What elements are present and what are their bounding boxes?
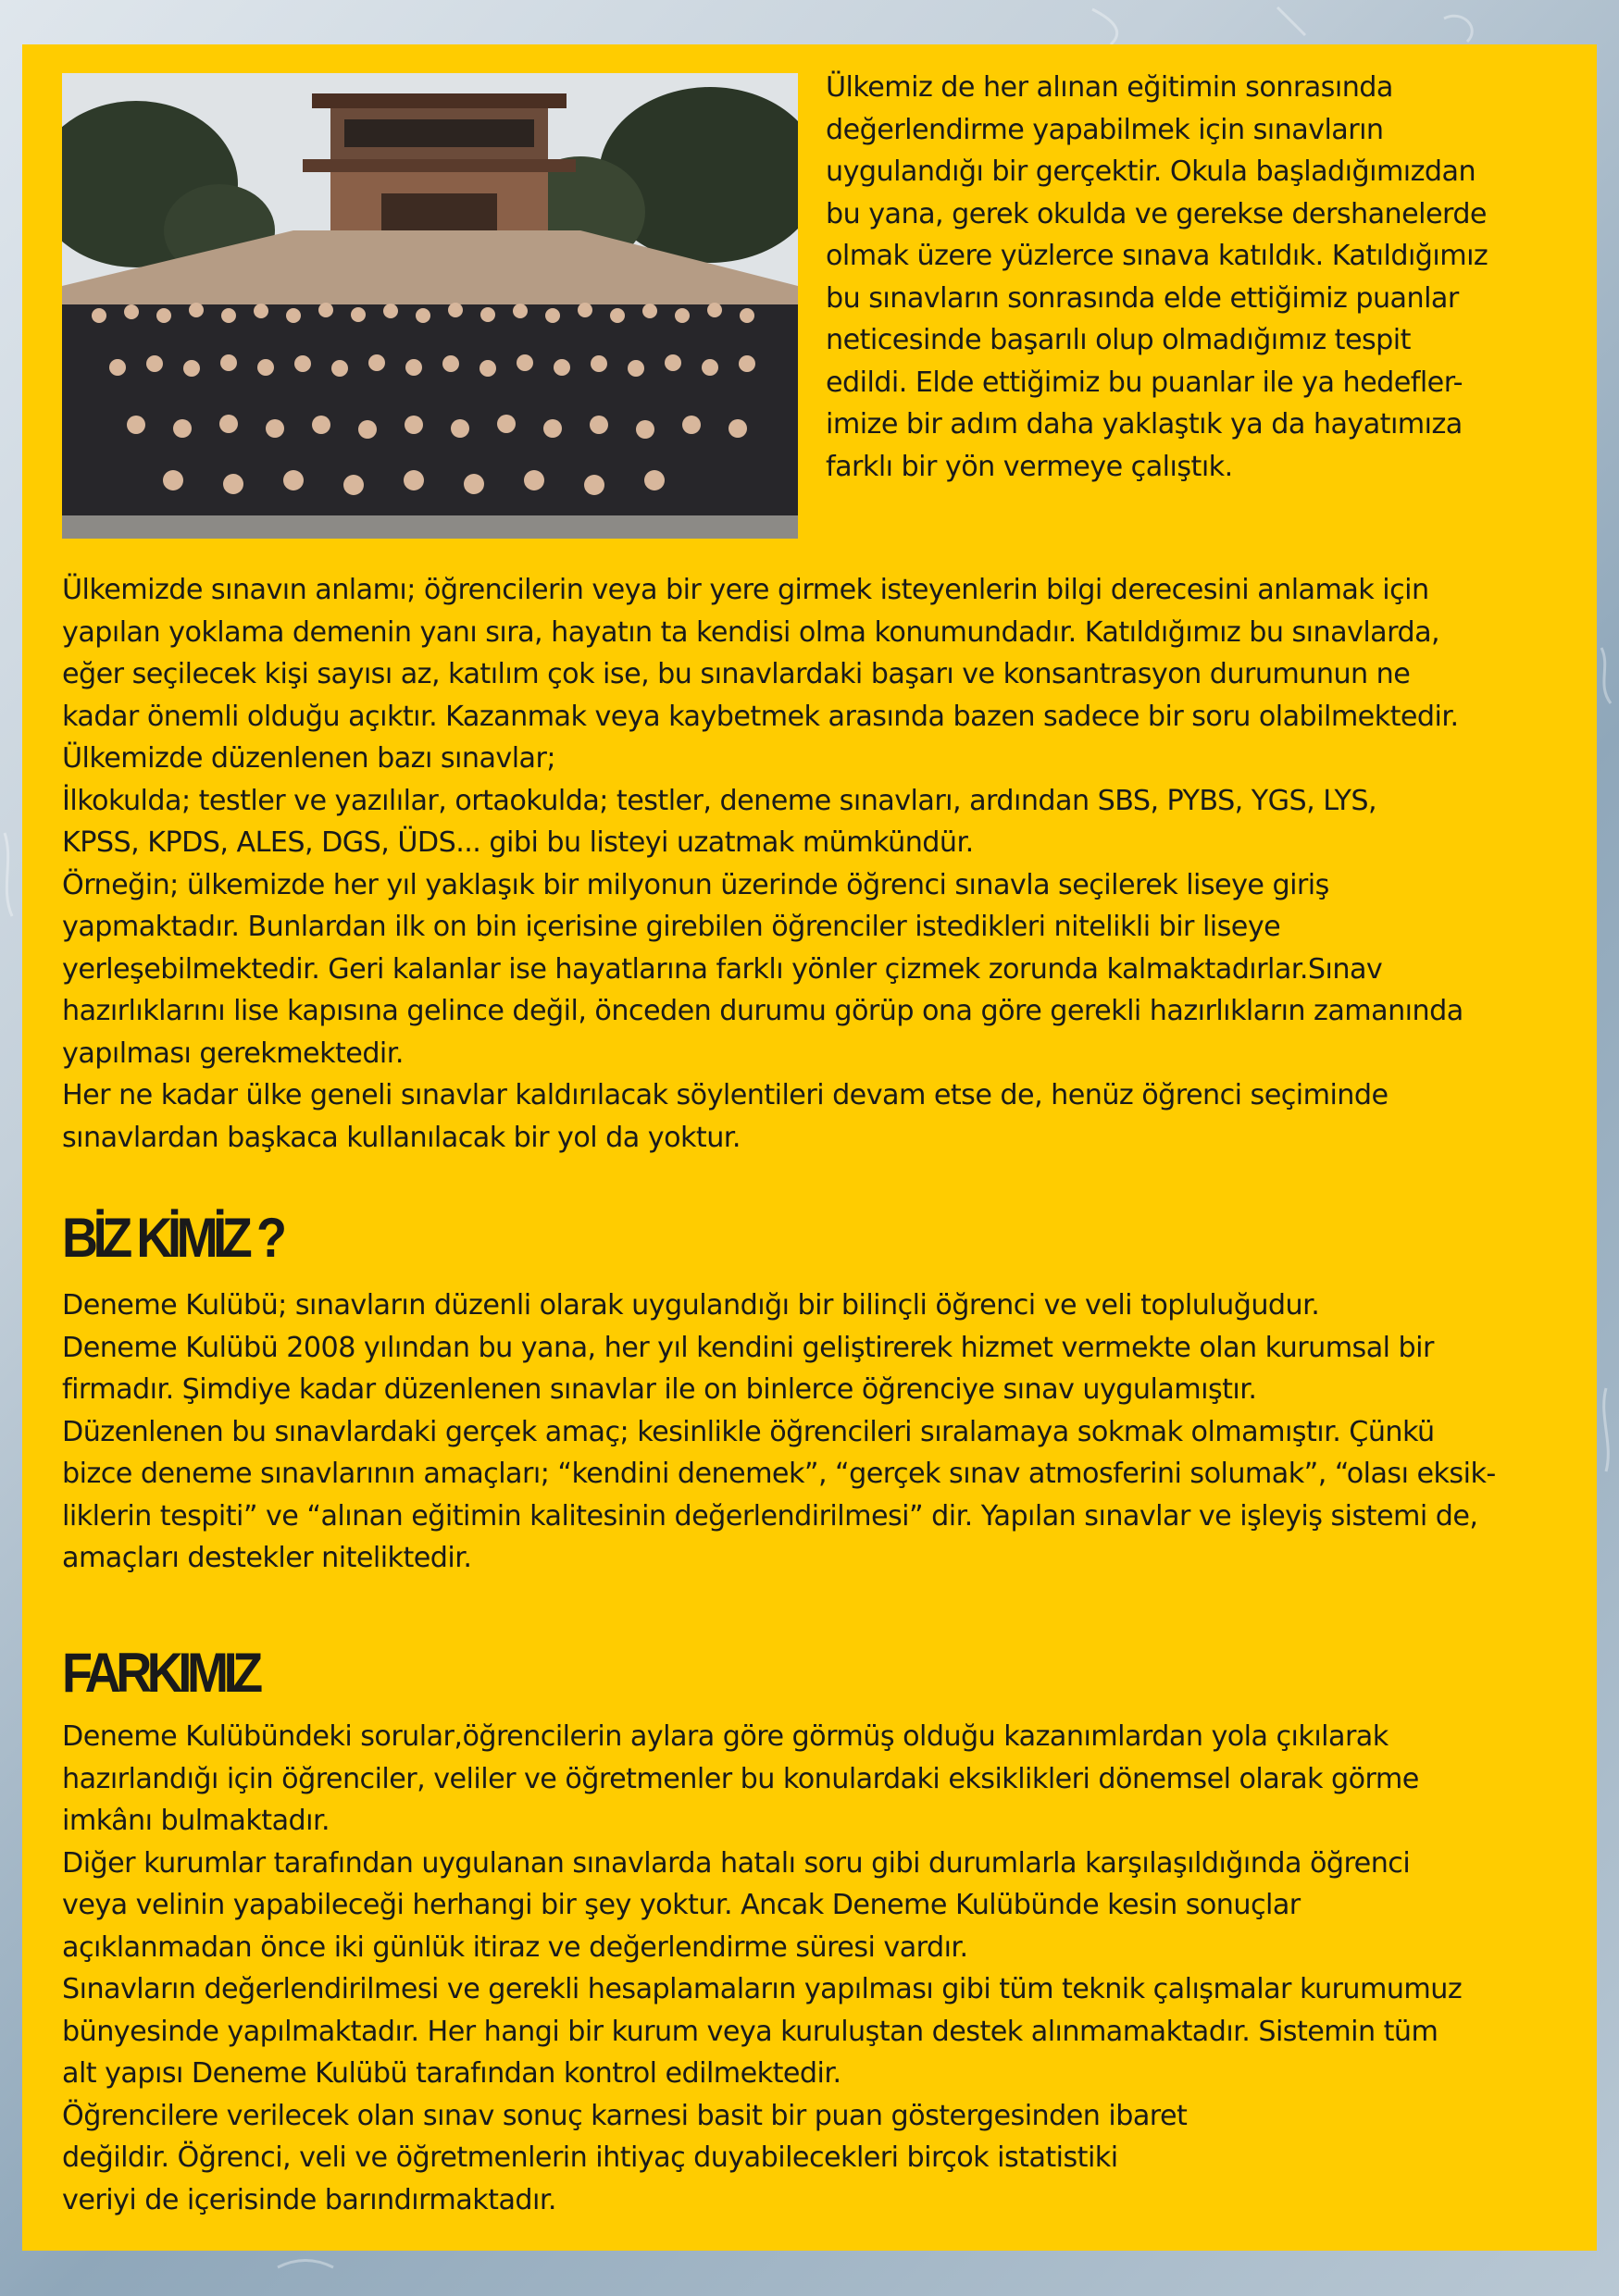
body-line: alt yapısı Deneme Kulübü tarafından kontrol edilmektedir. [62, 2057, 841, 2090]
body-line: değildir. Öğrenci, veli ve öğretmenlerin ihtiyaç duyabilecekleri birçok istatistiki [62, 2141, 1118, 2174]
body-line: hazırlıklarını lise kapısına gelince değil, önceden durumu görüp ona göre gerekli hazırlıkların zamanında [62, 995, 1463, 1027]
body-line: Öğrencilere verilecek olan sınav sonuç karnesi basit bir puan göstergesinden ibaret [62, 2099, 1188, 2132]
body-line: Sınavların değerlendirilmesi ve gerekli hesaplamaların yapılması gibi tüm teknik çalışmalar kurumumuz [62, 1973, 1463, 2005]
body-line: Diğer kurumlar tarafından uygulanan sınavlarda hatalı soru gibi durumlarla karşılaşıldığında öğrenci [62, 1846, 1411, 1880]
group-photo [62, 73, 798, 539]
body-line: imkânı bulmaktadır. [62, 1805, 330, 1837]
intro-line: edildi. Elde ettiğimiz bu puanlar ile ya hedefler- [826, 366, 1463, 399]
body-line: Her ne kadar ülke geneli sınavlar kaldırılacak söylentileri devam etse de, henüz öğrenci seçiminde [62, 1079, 1389, 1111]
content-panel [22, 44, 1597, 2251]
body-line: bizce deneme sınavlarının amaçları; “kendini denemek”, “gerçek sınav atmosferini solumak”, “olası eksik- [62, 1458, 1496, 1490]
body-line: açıklanmadan önce iki günlük itiraz ve değerlendirme süresi vardır. [62, 1930, 968, 1964]
body-line: eğer seçilecek kişi sayısı az, katılım çok ise, bu sınavlardaki başarı ve konsantrasyon durumunun ne [62, 658, 1411, 690]
section-heading-who-we-are: BİZ KİMİZ ? [62, 1207, 282, 1269]
body-line: veya velinin yapabileceği herhangi bir şey yoktur. Ancak Deneme Kulübünde kesin sonuçlar [62, 1889, 1301, 1921]
section-heading-our-difference: FARKIMIZ [62, 1642, 258, 1704]
body-line: Ülkemizde düzenlenen bazı sınavlar; [62, 742, 555, 775]
body-line: yerleşebilmektedir. Geri kalanlar ise hayatlarına farklı yönler çizmek zorunda kalmaktadırlar.Sınav [62, 952, 1383, 986]
intro-line: bu sınavların sonrasında elde ettiğimiz puanlar [826, 281, 1459, 315]
body-line: liklerin tespiti” ve “alınan eğitimin kalitesinin değerlendirilmesi” dir. Yapılan sınavlar ve işleyiş sistemi de, [62, 1499, 1478, 1533]
exam-meaning-paragraph [62, 569, 1571, 1159]
body-line: amaçları destekler niteliktedir. [62, 1542, 472, 1574]
intro-line: farklı bir yön vermeye çalıştık. [826, 450, 1233, 483]
body-line: Örneğin; ülkemizde her yıl yaklaşık bir milyonun üzerinde öğrenci sınavla seçilerek liseye giriş [62, 868, 1329, 901]
intro-paragraph [826, 67, 1566, 488]
body-line: firmadır. Şimdiye kadar düzenlenen sınavlar ile on binlerce öğrenciye sınav uygulamıştır. [62, 1373, 1257, 1406]
group-photo-illustration [62, 73, 798, 539]
intro-line: değerlendirme yapabilmek için sınavların [826, 113, 1384, 146]
body-line: bünyesinde yapılmaktadır. Her hangi bir kurum veya kuruluştan destek alınmamaktadır. Sistemin tüm [62, 2015, 1438, 2048]
intro-line: olmak üzere yüzlerce sınava katıldık. Katıldığımız [826, 240, 1488, 272]
intro-line: uygulandığı bir gerçektir. Okula başladığımızdan [826, 155, 1476, 188]
body-line: Ülkemizde sınavın anlamı; öğrencilerin veya bir yere girmek isteyenlerin bilgi derecesini anlamak için [62, 574, 1429, 606]
body-line: Deneme Kulübü 2008 yılından bu yana, her yıl kendini geliştirerek hizmet vermekte olan kurumsal bir [62, 1331, 1434, 1364]
intro-line: bu yana, gerek okulda ve gerekse dershanelerde [826, 197, 1487, 230]
body-line: kadar önemli olduğu açıktır. Kazanmak veya kaybetmek arasında bazen sadece bir soru olabilmektedir. [62, 700, 1459, 733]
body-line: KPSS, KPDS, ALES, DGS, ÜDS... gibi bu listeyi uzatmak mümkündür. [62, 826, 974, 859]
body-line: Deneme Kulübü; sınavların düzenli olarak uygulandığı bir bilinçli öğrenci ve veli topluluğudur. [62, 1289, 1320, 1322]
body-line: yapılan yoklama demenin yanı sıra, hayatın ta kendisi olma konumundadır. Katıldığımız bu sınavlarda, [62, 615, 1440, 649]
who-we-are-paragraph [62, 1285, 1571, 1580]
body-line: İlkokulda; testler ve yazılılar, ortaokulda; testler, deneme sınavları, ardından SBS, PYBS, YGS, LYS, [62, 784, 1377, 817]
our-difference-paragraph [62, 1716, 1571, 2221]
body-line: veriyi de içerisinde barındırmaktadır. [62, 2183, 556, 2216]
body-line: Deneme Kulübündeki sorular,öğrencilerin aylara göre görmüş olduğu kazanımlardan yola çıkılarak [62, 1720, 1389, 1753]
intro-line: neticesinde başarılı olup olmadığımız tespit [826, 324, 1411, 356]
intro-line: imize bir adım daha yaklaştık ya da hayatımıza [826, 408, 1463, 441]
intro-line: Ülkemiz de her alınan eğitimin sonrasında [826, 71, 1393, 104]
body-line: yapmaktadır. Bunlardan ilk on bin içerisine girebilen öğrenciler istedikleri nitelikli bir liseye [62, 911, 1281, 943]
body-line: yapılması gerekmektedir. [62, 1036, 404, 1070]
body-line: Düzenlenen bu sınavlardaki gerçek amaç; kesinlikle öğrencileri sıralamaya sokmak olmamıştır. Çünkü [62, 1415, 1435, 1448]
body-line: hazırlandığı için öğrenciler, veliler ve öğretmenler bu konulardaki eksiklikleri dönemsel olarak görme [62, 1762, 1419, 1795]
body-line: sınavlardan başkaca kullanılacak bir yol da yoktur. [62, 1121, 741, 1154]
